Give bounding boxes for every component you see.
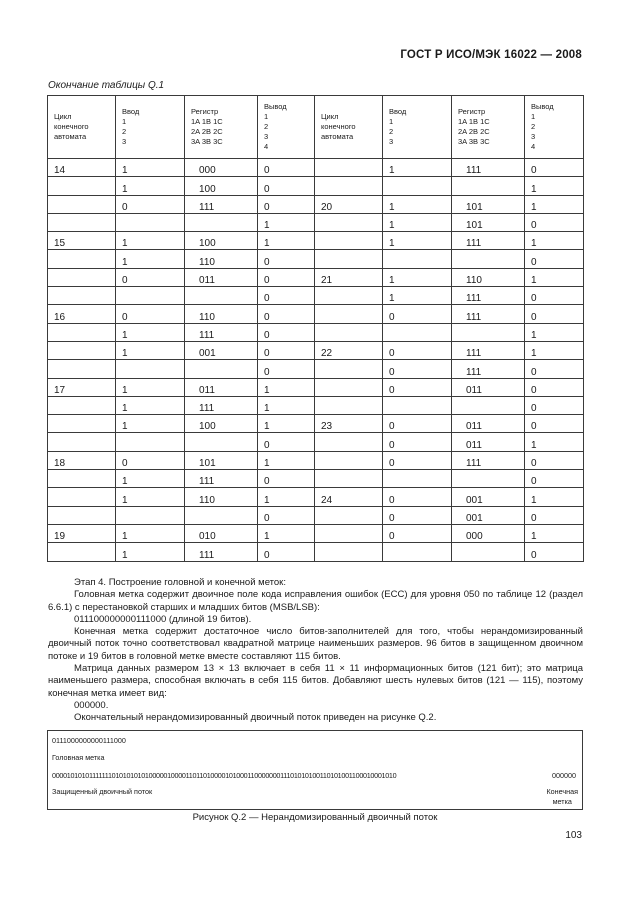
- table-row: [48, 232, 584, 250]
- register-cell: 110: [185, 488, 258, 506]
- table-row: [48, 268, 584, 286]
- figure-caption: Рисунок Q.2 — Нерандомизированный двоичный поток: [192, 812, 438, 823]
- output-cell-right: 0: [525, 378, 584, 396]
- register-cell: [185, 360, 258, 378]
- register-cell-right: 011: [452, 378, 525, 396]
- register-cell: 111: [185, 195, 258, 213]
- input-cell-right: 1: [383, 159, 452, 177]
- input-cell-right: 0: [383, 488, 452, 506]
- register-cell-right: [452, 470, 525, 488]
- register-cell: [185, 506, 258, 524]
- cycle-cell-right: [315, 396, 383, 414]
- cycle-cell: [48, 470, 116, 488]
- paragraph: Матрица данных размером 13 × 13 включает в себя 11 × 11 информационных битов (121 бит); это матрица наименьшего размера, способная включать в себя 115 битов. Добавляют шесть нулевых битов (121 — 115), поэтому конечная метка имеет вид:: [48, 663, 583, 699]
- output-cell: 1: [258, 232, 315, 250]
- register-cell-right: 101: [452, 195, 525, 213]
- page-number: 103: [565, 830, 582, 841]
- register-cell-right: [452, 543, 525, 561]
- table-header-row: [48, 96, 584, 159]
- table-row: [48, 378, 584, 396]
- register-cell-right: 000: [452, 524, 525, 542]
- table-row: [48, 250, 584, 268]
- cycle-cell: [48, 213, 116, 231]
- output-cell: 1: [258, 451, 315, 469]
- output-cell-right: 1: [525, 524, 584, 542]
- input-cell-right: [383, 470, 452, 488]
- header-output-right: Вывод 1 2 3 4: [525, 96, 584, 159]
- input-cell: 1: [116, 232, 185, 250]
- paragraph: 000000.: [74, 699, 109, 711]
- cycle-cell: [48, 177, 116, 195]
- cycle-cell: [48, 341, 116, 359]
- register-cell: 001: [185, 341, 258, 359]
- cycle-cell: 14: [48, 159, 116, 177]
- table-row: [48, 415, 584, 433]
- cycle-cell: 15: [48, 232, 116, 250]
- table-row: [48, 195, 584, 213]
- output-cell: 0: [258, 506, 315, 524]
- register-cell-right: 001: [452, 506, 525, 524]
- output-cell-right: 1: [525, 341, 584, 359]
- input-cell: 1: [116, 524, 185, 542]
- output-cell: 0: [258, 177, 315, 195]
- header-register: Регистр 1A 1B 1C 2A 2B 2C 3A 3B 3C: [185, 96, 258, 159]
- output-cell-right: 1: [525, 195, 584, 213]
- cycle-cell-right: [315, 323, 383, 341]
- table-row: [48, 360, 584, 378]
- cycle-cell-right: [315, 506, 383, 524]
- input-cell: 1: [116, 177, 185, 195]
- output-cell-right: 1: [525, 268, 584, 286]
- input-cell: [116, 213, 185, 231]
- input-cell-right: 0: [383, 360, 452, 378]
- register-cell: 011: [185, 378, 258, 396]
- output-cell: 1: [258, 524, 315, 542]
- header-cycle-right: Цикл конечного автомата: [315, 96, 383, 159]
- paragraph: Этап 4. Построение головной и конечной меток:: [74, 577, 286, 588]
- output-cell: 0: [258, 543, 315, 561]
- table-row: [48, 543, 584, 561]
- table-row: [48, 433, 584, 451]
- cycle-cell-right: 23: [315, 415, 383, 433]
- output-cell-right: 0: [525, 506, 584, 524]
- table-row: [48, 396, 584, 414]
- register-cell: 100: [185, 177, 258, 195]
- input-cell: 1: [116, 159, 185, 177]
- end-bits: 000000: [552, 771, 576, 780]
- output-cell-right: 0: [525, 305, 584, 323]
- header-input: Ввод 1 2 3: [116, 96, 185, 159]
- body-text: [48, 577, 583, 725]
- output-cell: 0: [258, 250, 315, 268]
- output-cell-right: 1: [525, 488, 584, 506]
- output-cell-right: 1: [525, 232, 584, 250]
- table-row: [48, 213, 584, 231]
- output-cell: 0: [258, 341, 315, 359]
- input-cell-right: 1: [383, 268, 452, 286]
- output-cell-right: 0: [525, 451, 584, 469]
- cycle-cell: [48, 287, 116, 305]
- register-cell: 111: [185, 396, 258, 414]
- register-cell: 110: [185, 305, 258, 323]
- output-cell: 0: [258, 195, 315, 213]
- paragraph: Конечная метка содержит достаточное число битов-заполнителей для того, чтобы нерандомизированный двоичный поток точно соответствовал квадратной матрице наименьших размеров. 96 битов в защищенном двоичном потоке и 19 битов в головной метке вместе составляют 115 битов.: [48, 626, 583, 662]
- output-cell-right: 0: [525, 396, 584, 414]
- cycle-cell: [48, 195, 116, 213]
- input-cell-right: 1: [383, 213, 452, 231]
- input-cell: 1: [116, 543, 185, 561]
- cycle-cell: [48, 543, 116, 561]
- register-cell-right: 101: [452, 213, 525, 231]
- input-cell: 0: [116, 195, 185, 213]
- table-row: [48, 305, 584, 323]
- input-cell: 1: [116, 415, 185, 433]
- output-cell: 1: [258, 488, 315, 506]
- cycle-cell: [48, 488, 116, 506]
- input-cell-right: [383, 396, 452, 414]
- protected-label: Защищенный двоичный поток: [52, 787, 153, 796]
- register-cell-right: 111: [452, 287, 525, 305]
- register-cell: 111: [185, 323, 258, 341]
- register-cell: 110: [185, 250, 258, 268]
- table-row: [48, 159, 584, 177]
- register-cell: 011: [185, 268, 258, 286]
- output-cell-right: 0: [525, 415, 584, 433]
- input-cell: 1: [116, 488, 185, 506]
- output-cell-right: 1: [525, 433, 584, 451]
- input-cell: [116, 433, 185, 451]
- register-cell-right: [452, 250, 525, 268]
- output-cell: 1: [258, 213, 315, 231]
- register-cell: 100: [185, 415, 258, 433]
- register-cell: [185, 213, 258, 231]
- cycle-cell: [48, 433, 116, 451]
- output-cell: 1: [258, 415, 315, 433]
- output-cell-right: 0: [525, 470, 584, 488]
- cycle-cell: [48, 506, 116, 524]
- input-cell-right: 0: [383, 415, 452, 433]
- input-cell-right: [383, 543, 452, 561]
- register-cell-right: 111: [452, 159, 525, 177]
- output-cell-right: 0: [525, 213, 584, 231]
- cycle-cell-right: [315, 433, 383, 451]
- table-row: [48, 323, 584, 341]
- input-cell: 1: [116, 396, 185, 414]
- output-cell-right: 0: [525, 159, 584, 177]
- header-cycle: Цикл конечного автомата: [48, 96, 116, 159]
- cycle-cell-right: 20: [315, 195, 383, 213]
- register-cell: 111: [185, 470, 258, 488]
- input-cell-right: [383, 250, 452, 268]
- register-cell-right: 001: [452, 488, 525, 506]
- register-cell-right: [452, 396, 525, 414]
- output-cell-right: 0: [525, 360, 584, 378]
- table-row: [48, 524, 584, 542]
- output-cell: 0: [258, 323, 315, 341]
- cycle-cell-right: [315, 305, 383, 323]
- output-cell: 1: [258, 378, 315, 396]
- input-cell-right: 0: [383, 524, 452, 542]
- cycle-cell-right: [315, 470, 383, 488]
- cycle-cell-right: [315, 543, 383, 561]
- input-cell-right: 1: [383, 195, 452, 213]
- register-cell-right: 110: [452, 268, 525, 286]
- output-cell-right: 0: [525, 543, 584, 561]
- register-cell: 000: [185, 159, 258, 177]
- head-bits: 0111000000000111000: [52, 736, 126, 745]
- table-row: [48, 488, 584, 506]
- cycle-cell-right: [315, 360, 383, 378]
- cycle-cell-right: [315, 524, 383, 542]
- input-cell-right: 0: [383, 506, 452, 524]
- register-cell: [185, 433, 258, 451]
- input-cell-right: [383, 323, 452, 341]
- input-cell: 1: [116, 470, 185, 488]
- output-cell: 1: [258, 396, 315, 414]
- input-cell: 0: [116, 305, 185, 323]
- document-header: ГОСТ Р ИСО/МЭК 16022 — 2008: [400, 49, 582, 61]
- output-cell-right: 0: [525, 287, 584, 305]
- table-row: [48, 341, 584, 359]
- input-cell-right: [383, 177, 452, 195]
- table-row: [48, 451, 584, 469]
- input-cell: 0: [116, 451, 185, 469]
- register-cell: 111: [185, 543, 258, 561]
- cycle-cell: [48, 250, 116, 268]
- cycle-cell: [48, 396, 116, 414]
- end-label: Конечная метка: [546, 787, 578, 806]
- input-cell: [116, 360, 185, 378]
- cycle-cell: 18: [48, 451, 116, 469]
- header-register-right: Регистр 1A 1B 1C 2A 2B 2C 3A 3B 3C: [452, 96, 525, 159]
- output-cell: 0: [258, 433, 315, 451]
- input-cell-right: 0: [383, 341, 452, 359]
- cycle-cell: [48, 415, 116, 433]
- cycle-cell: 17: [48, 378, 116, 396]
- protected-stream: 00001010101111111010101010100000100001101101000010100011000000011101010100110101001100010001010: [52, 771, 397, 780]
- register-cell-right: 011: [452, 433, 525, 451]
- table-row: [48, 177, 584, 195]
- cycle-cell-right: [315, 287, 383, 305]
- cycle-cell-right: [315, 159, 383, 177]
- cycle-cell-right: [315, 177, 383, 195]
- input-cell-right: 0: [383, 451, 452, 469]
- table-caption: Окончание таблицы Q.1: [48, 80, 165, 91]
- cycle-cell-right: 21: [315, 268, 383, 286]
- table-row: [48, 506, 584, 524]
- cycle-cell-right: [315, 232, 383, 250]
- output-cell: 0: [258, 159, 315, 177]
- input-cell-right: 1: [383, 232, 452, 250]
- output-cell: 0: [258, 305, 315, 323]
- register-cell-right: 111: [452, 305, 525, 323]
- register-cell: 100: [185, 232, 258, 250]
- output-cell: 0: [258, 268, 315, 286]
- cycle-cell: [48, 323, 116, 341]
- output-cell-right: 1: [525, 177, 584, 195]
- input-cell: 0: [116, 268, 185, 286]
- paragraph: Головная метка содержит двоичное поле кода исправления ошибок (ECC) для уровня 050 по таблице 12 (раздел 6.6.1) с перестановкой старших и младших битов (MSB/LSB):: [48, 589, 583, 613]
- register-cell: 101: [185, 451, 258, 469]
- output-cell-right: 1: [525, 323, 584, 341]
- cycle-cell-right: [315, 213, 383, 231]
- input-cell-right: 1: [383, 287, 452, 305]
- cycle-cell: 16: [48, 305, 116, 323]
- cycle-cell-right: [315, 378, 383, 396]
- register-cell-right: 111: [452, 360, 525, 378]
- header-input-right: Ввод 1 2 3: [383, 96, 452, 159]
- bitstream-figure: [47, 730, 583, 810]
- output-cell-right: 0: [525, 250, 584, 268]
- input-cell-right: 0: [383, 378, 452, 396]
- output-cell: 0: [258, 470, 315, 488]
- cycle-cell: 19: [48, 524, 116, 542]
- cycle-cell-right: 22: [315, 341, 383, 359]
- input-cell: 1: [116, 323, 185, 341]
- register-cell: [185, 287, 258, 305]
- register-cell: 010: [185, 524, 258, 542]
- header-output: Вывод 1 2 3 4: [258, 96, 315, 159]
- paragraph: Окончательный нерандомизированный двоичный поток приведен на рисунке Q.2.: [74, 712, 437, 724]
- cycle-cell: [48, 360, 116, 378]
- cycle-cell-right: 24: [315, 488, 383, 506]
- table-row: [48, 470, 584, 488]
- cycle-cell: [48, 268, 116, 286]
- register-cell-right: 111: [452, 341, 525, 359]
- paragraph: 011100000000111000 (длиной 19 битов).: [74, 613, 252, 625]
- register-cell-right: [452, 323, 525, 341]
- input-cell: 1: [116, 341, 185, 359]
- register-cell-right: 111: [452, 232, 525, 250]
- input-cell: [116, 287, 185, 305]
- cycle-cell-right: [315, 250, 383, 268]
- head-label: Головная метка: [52, 753, 105, 762]
- transition-table: [47, 95, 584, 562]
- input-cell: [116, 506, 185, 524]
- output-cell: 0: [258, 360, 315, 378]
- output-cell: 0: [258, 287, 315, 305]
- register-cell-right: [452, 177, 525, 195]
- table-row: [48, 287, 584, 305]
- cycle-cell-right: [315, 451, 383, 469]
- input-cell: 1: [116, 378, 185, 396]
- input-cell-right: 0: [383, 305, 452, 323]
- input-cell: 1: [116, 250, 185, 268]
- register-cell-right: 011: [452, 415, 525, 433]
- input-cell-right: 0: [383, 433, 452, 451]
- register-cell-right: 111: [452, 451, 525, 469]
